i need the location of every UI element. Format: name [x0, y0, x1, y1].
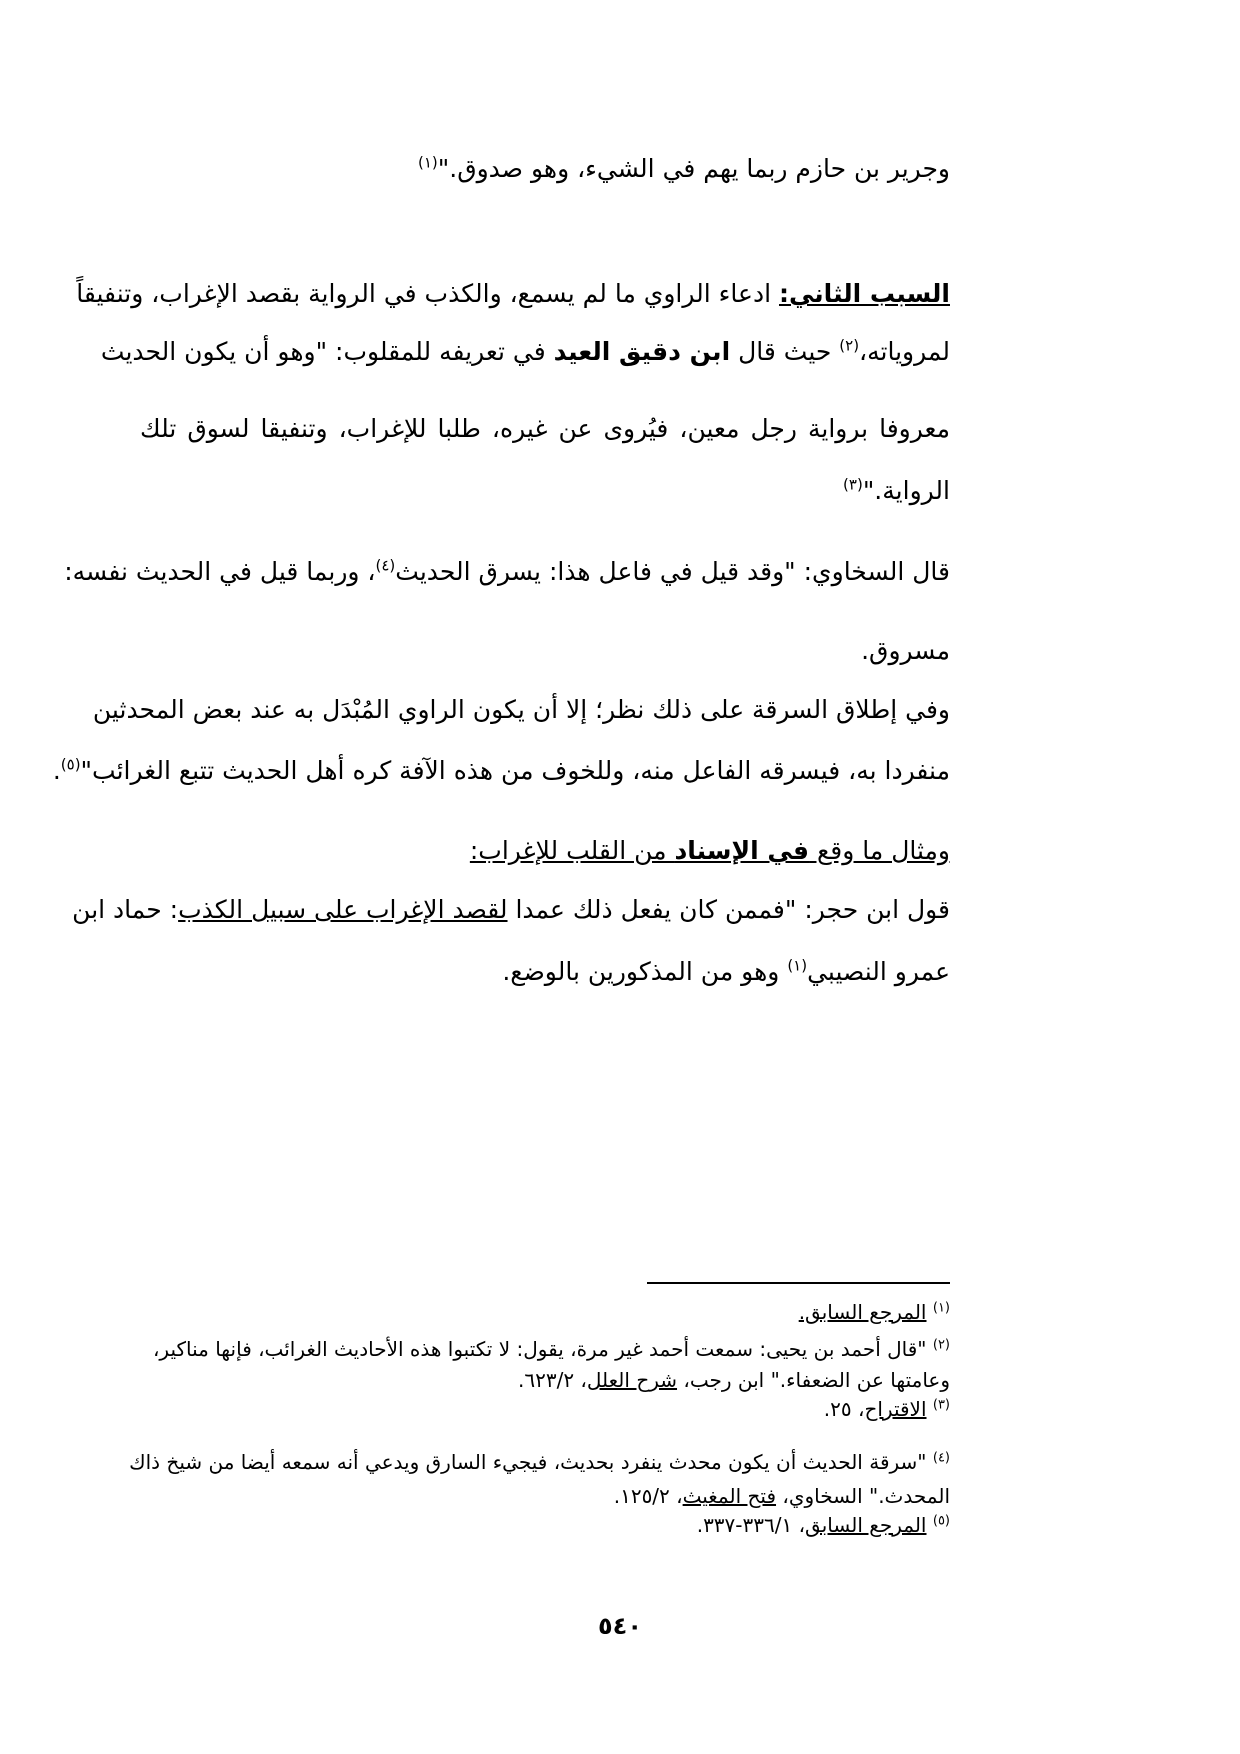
body-text: في تعريفه للمقلوب: "وهو أن يكون الحديث: [100, 337, 554, 366]
body-text: : حماد ابن: [72, 895, 179, 924]
page-number: ٥٤٠: [598, 1612, 642, 1640]
scholar-name: ابن دقيق العيد: [553, 337, 731, 366]
footnote-text: "قال أحمد بن يحيى: سمعت أحمد غير مرة، يقول: لا تكتبوا هذه الأحاديث الغرائب، فإنها مناكير،: [152, 1337, 927, 1361]
example-heading: [470, 836, 950, 865]
body-text: وفي إطلاق السرقة على ذلك نظر؛ إلا أن يكون الراوي المُبْدَل به عند بعض المحدثين: [92, 695, 950, 724]
footnote-text: ، ٣٣٦/١-٣٣٧.: [696, 1513, 806, 1537]
body-text: عمرو النصيبي: [807, 957, 950, 986]
footnote-reference: المرجع السابق.: [798, 1300, 927, 1324]
footnote-text: المحدث." السخاوي،: [776, 1484, 950, 1508]
body-text: من القلب للإغراب:: [469, 836, 675, 865]
footnote-marker[interactable]: (٤): [375, 556, 396, 575]
body-text: وجرير بن حازم ربما يهم في الشيء، وهو صدوق.": [437, 154, 950, 183]
body-text: قول ابن حجر: "فممن كان يفعل ذلك عمدا: [507, 895, 950, 924]
footnote-reference: فتح المغيث: [682, 1484, 777, 1508]
footnote-1: [140, 1298, 950, 1326]
footnote-5: [140, 1511, 950, 1539]
body-line-9: [52, 754, 950, 788]
footnote-marker[interactable]: (٢): [839, 336, 860, 355]
body-text: لمروياته،: [859, 337, 950, 366]
footnote-text: "سرقة الحديث أن يكون محدث ينفرد بحديث، فيجيء السارق ويدعي أنه سمعه أيضا من شيخ ذاك: [129, 1450, 927, 1474]
footnote-4-line-2: [140, 1482, 950, 1510]
body-text: وهو من المذكورين بالوضع.: [502, 957, 788, 986]
emphasis-text: في الإسناد: [674, 836, 810, 865]
body-line-10: [140, 834, 950, 868]
footnote-2-line-2: [140, 1366, 950, 1394]
body-line-8: [92, 693, 950, 727]
footnote-marker[interactable]: (٥): [60, 755, 81, 774]
body-line-1: [140, 152, 950, 186]
body-line-7: [140, 634, 950, 668]
footnote-separator: [647, 1282, 950, 1284]
footnote-marker[interactable]: (٣): [843, 475, 863, 494]
body-text: ادعاء الراوي ما لم يسمع، والكذب في الرواية بقصد الإغراب، وتنفيقاً: [76, 279, 779, 308]
footnote-text: ، ١٢٥/٢.: [613, 1484, 683, 1508]
body-line-11: [72, 893, 950, 927]
footnote-2-line-1: [140, 1335, 950, 1363]
body-text: ، وربما قيل في الحديث نفسه:: [64, 557, 376, 586]
footnote-text: ، ٢٥.: [823, 1397, 865, 1421]
footnote-number: (٢): [932, 1337, 950, 1353]
footnote-number: (٤): [932, 1450, 950, 1466]
footnote-number: (١): [932, 1300, 950, 1316]
footnote-reference: المرجع السابق: [805, 1513, 927, 1537]
body-line-12: [140, 955, 950, 989]
footnote-number: (٣): [932, 1397, 950, 1413]
footnote-reference: شرح العلل: [586, 1368, 678, 1392]
footnote-marker[interactable]: (١): [787, 956, 808, 975]
body-text: ومثال ما وقع: [809, 836, 950, 865]
underlined-text: لقصد الإغراب على سبيل الكذب: [178, 895, 508, 924]
body-text: معروفا برواية رجل معين، فيُروى عن غيره، طلبا للإغراب، وتنفيقا لسوق تلك: [140, 414, 950, 443]
footnote-marker[interactable]: (١): [417, 153, 438, 172]
body-text: .: [52, 756, 61, 785]
body-line-5: [140, 474, 950, 508]
body-line-4: [140, 412, 950, 446]
body-line-6: [64, 555, 950, 589]
footnote-4-line-1: [129, 1448, 950, 1476]
body-text: مسروق.: [861, 636, 950, 665]
body-line-3: [100, 335, 950, 369]
footnote-reference: الاقتراح: [864, 1397, 927, 1421]
footnote-number: (٥): [932, 1513, 950, 1529]
body-text: منفردا به، فيسرقه الفاعل منه، وللخوف من هذه الآفة كره أهل الحديث تتبع الغرائب": [80, 756, 950, 785]
body-text: حيث قال: [730, 337, 840, 366]
footnote-text: ، ٦٢٣/٢.: [518, 1368, 587, 1392]
body-text: الرواية.": [862, 476, 950, 505]
body-line-2: [76, 277, 950, 311]
section-heading: السبب الثاني:: [779, 279, 950, 308]
body-text: قال السخاوي: "وقد قيل في فاعل هذا: يسرق الحديث: [395, 557, 950, 586]
footnote-3: [140, 1395, 950, 1423]
footnote-text: وعامتها عن الضعفاء." ابن رجب،: [677, 1368, 950, 1392]
